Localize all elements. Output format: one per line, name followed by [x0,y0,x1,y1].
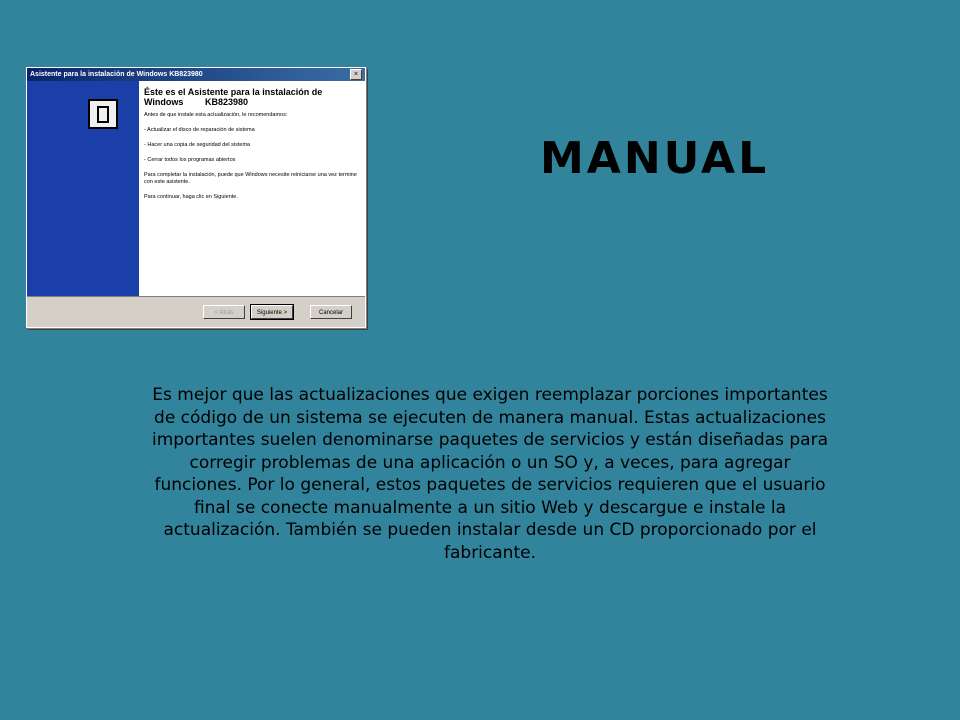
wizard-product-row [144,97,361,107]
wizard-window-title: Asistente para la instalación de Windows KB823980 [30,71,203,78]
wizard-text [144,112,361,201]
wizard-kb-number: KB823980 [205,97,249,107]
wizard-side-banner [27,81,139,297]
wizard-product: Windows [144,97,184,107]
wizard-screenshot [26,67,366,328]
next-button[interactable]: Siguiente > [251,305,293,319]
wizard-restart-note: Para completar la instalación, puede que Windows necesite reiniciarse una vez termine con este asistente. [144,172,357,185]
wizard-button-bar [27,296,365,327]
slide-title: MANUAL [540,133,770,184]
wizard-content [144,87,361,209]
wizard-heading: Éste es el Asistente para la instalación de [144,87,323,97]
setup-box-icon [88,99,118,129]
wizard-titlebar [27,68,365,81]
back-button[interactable]: < Atrás [203,305,245,319]
wizard-bullet: - Hacer una copia de seguridad del sistema [144,142,251,148]
wizard-continue-note: Para continuar, haga clic en Siguiente. [144,194,238,200]
wizard-client-area [27,81,365,297]
cancel-button[interactable]: Cancelar [310,305,352,319]
wizard-intro: Antes de que instale esta actualización, le recomendamos: [144,112,288,118]
close-icon[interactable]: × [350,69,362,80]
wizard-bullet: - Actualizar el disco de reparación de sistema [144,127,255,133]
slide-body-text: Es mejor que las actualizaciones que exigen reemplazar porciones importantes de código de un sistema se ejecuten de manera manual. Estas actualizaciones importantes suelen denominarse paquetes de servicios y están diseñadas para corregir problemas de una aplicación o un SO y, a veces, para agregar funciones. Por lo general, estos paquetes de servicios requieren que el usuario final se conecte manualmente a un sitio Web y descargue e instale la actualización. También se pueden instalar desde un CD proporcionado por el fabricante. [151,385,828,563]
wizard-bullet: - Cerrar todos los programas abiertos [144,157,236,163]
